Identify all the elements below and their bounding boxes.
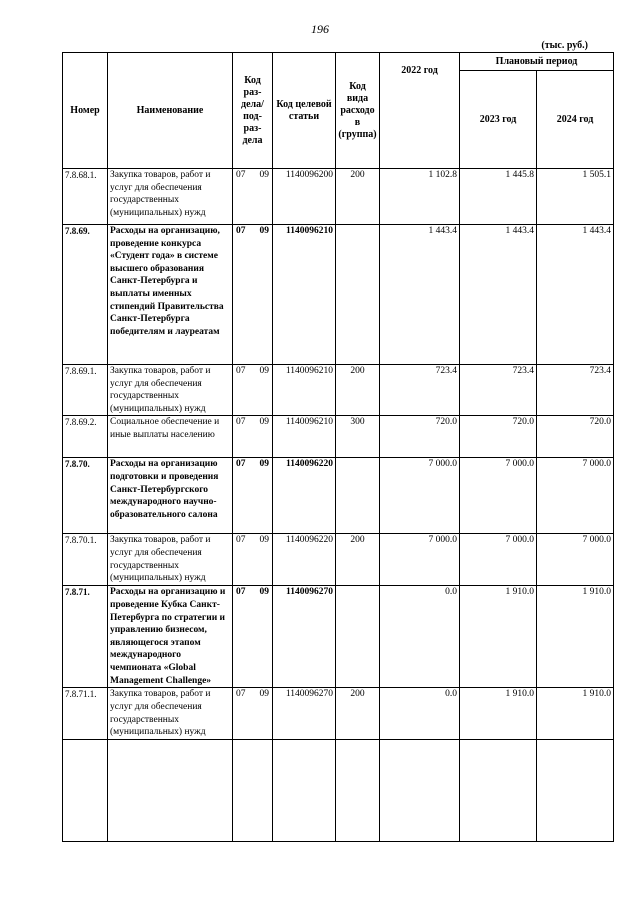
razdel-code: 07 [236,366,246,376]
row-number: 7.8.69.1. [63,365,108,416]
row-razdel [233,169,273,225]
razdel-code: 07 [236,170,246,180]
row-name: Расходы на организацию подготовки и проведения Санкт-Петербургского международного научно-образовательного салона [108,458,233,534]
row-expense-type [336,586,380,688]
header-2024: 2024 год [537,71,614,169]
header-razdel: Код раз- дела/ под- раз- дела [233,53,273,169]
empty-cell [537,739,614,841]
row-razdel [233,534,273,586]
podrazdel-code: 09 [259,689,269,700]
row-expense-type [336,458,380,534]
podrazdel-code: 09 [259,535,269,546]
row-name: Расходы на организацию, проведение конкурса «Студент года» в системе высшего образования Санкт-Петербурга и выплаты именных стипендий Правительства Санкт-Петербурга победителям и лауреатам [108,225,233,365]
row-2024: 1 505.1 [537,169,614,225]
row-article: 1140096200 [273,169,336,225]
row-2023: 1 910.0 [460,688,537,739]
row-number: 7.8.71. [63,586,108,688]
podrazdel-code: 09 [259,417,269,428]
row-name: Расходы на организацию и проведение Кубка Санкт-Петербурга по стратегии и управлению бизнесом, являющегося этапом международного чемпионата «Global Management Challenge» [108,586,233,688]
podrazdel-code: 09 [259,170,269,180]
row-article: 1140096220 [273,458,336,534]
razdel-code: 07 [236,587,246,598]
row-article: 1140096220 [273,534,336,586]
row-razdel [233,365,273,416]
row-number: 7.8.70. [63,458,108,534]
row-2024: 1 443.4 [537,225,614,365]
row-2024: 1 910.0 [537,586,614,688]
table-row [63,586,614,688]
row-name: Закупка товаров, работ и услуг для обеспечения государственных (муниципальных) нужд [108,534,233,586]
header-expense-type: Код вида расходов (группа) [336,53,380,169]
row-number: 7.8.68.1. [63,169,108,225]
razdel-code: 07 [236,459,246,470]
row-expense-type [336,225,380,365]
budget-table [62,52,614,842]
row-2023: 7 000.0 [460,534,537,586]
row-name: Закупка товаров, работ и услуг для обеспечения государственных (муниципальных) нужд [108,169,233,225]
row-number: 7.8.69. [63,225,108,365]
row-2022: 0.0 [380,586,460,688]
table-row [63,688,614,739]
row-expense-type: 200 [336,169,380,225]
row-2022: 1 102.8 [380,169,460,225]
row-2023: 7 000.0 [460,458,537,534]
row-razdel [233,225,273,365]
row-name: Социальное обеспечение и иные выплаты населению [108,416,233,458]
row-number: 7.8.71.1. [63,688,108,739]
row-2022: 720.0 [380,416,460,458]
row-razdel [233,416,273,458]
table-row-empty [63,739,614,841]
row-article: 1140096210 [273,416,336,458]
podrazdel-code: 09 [259,459,269,470]
row-2024: 1 910.0 [537,688,614,739]
table-row [63,458,614,534]
header-planned-period: Плановый период [460,53,614,71]
row-expense-type: 200 [336,534,380,586]
row-2022: 7 000.0 [380,534,460,586]
table-body [63,169,614,842]
row-number: 7.8.70.1. [63,534,108,586]
empty-cell [380,739,460,841]
row-expense-type: 300 [336,416,380,458]
podrazdel-code: 09 [259,226,269,236]
table-row [63,225,614,365]
header-number: Номер [63,53,108,169]
row-2023: 1 445.8 [460,169,537,225]
header-2022: 2022 год [380,53,460,169]
row-expense-type: 200 [336,688,380,739]
row-2022: 0.0 [380,688,460,739]
empty-cell [273,739,336,841]
row-2023: 720.0 [460,416,537,458]
row-number: 7.8.69.2. [63,416,108,458]
row-2022: 723.4 [380,365,460,416]
podrazdel-code: 09 [259,366,269,376]
razdel-code: 07 [236,417,246,428]
row-2024: 723.4 [537,365,614,416]
row-2024: 720.0 [537,416,614,458]
row-article: 1140096210 [273,365,336,416]
table-row [63,365,614,416]
row-razdel [233,688,273,739]
row-2023: 723.4 [460,365,537,416]
row-name: Закупка товаров, работ и услуг для обеспечения государственных (муниципальных) нужд [108,688,233,739]
table-row [63,416,614,458]
table-row [63,169,614,225]
razdel-code: 07 [236,226,246,236]
row-razdel [233,586,273,688]
header-2023: 2023 год [460,71,537,169]
row-2022: 7 000.0 [380,458,460,534]
table-row [63,534,614,586]
row-2023: 1 443.4 [460,225,537,365]
row-2022: 1 443.4 [380,225,460,365]
row-name: Закупка товаров, работ и услуг для обеспечения государственных (муниципальных) нужд [108,365,233,416]
row-article: 1140096270 [273,586,336,688]
empty-cell [108,739,233,841]
row-2024: 7 000.0 [537,534,614,586]
row-article: 1140096270 [273,688,336,739]
header-name: Наименование [108,53,233,169]
podrazdel-code: 09 [259,587,269,598]
units-label: (тыс. руб.) [541,40,588,51]
row-razdel [233,458,273,534]
empty-cell [233,739,273,841]
page-number: 196 [311,22,329,36]
header-article: Код целевой статьи [273,53,336,169]
razdel-code: 07 [236,535,246,546]
empty-cell [460,739,537,841]
razdel-code: 07 [236,689,246,700]
empty-cell [63,739,108,841]
row-article: 1140096210 [273,225,336,365]
row-2024: 7 000.0 [537,458,614,534]
row-2023: 1 910.0 [460,586,537,688]
empty-cell [336,739,380,841]
row-expense-type: 200 [336,365,380,416]
